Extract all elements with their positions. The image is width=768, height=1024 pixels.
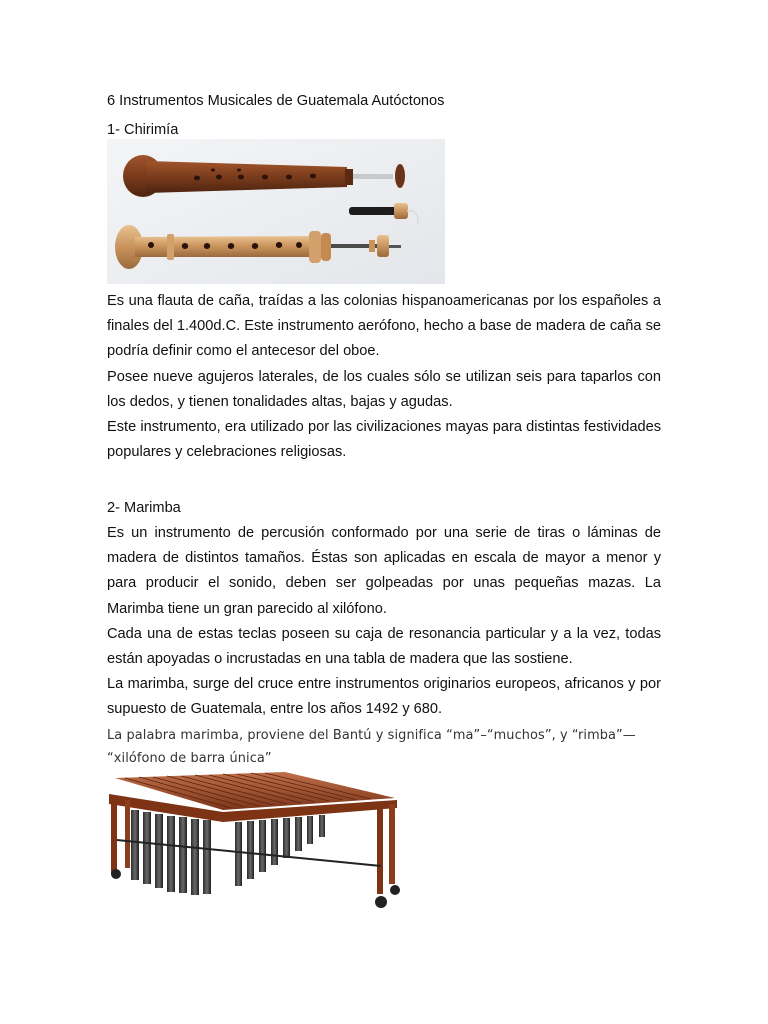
paragraph: Es una flauta de caña, traídas a las colonias hispanoamericanas por los españoles a finales del 1.400d.C. Este instrumento aerófono, hecho a base de madera de caña se podría definir como el antecesor del oboe. (107, 293, 661, 360)
paragraph: Posee nueve agujeros laterales, de los cuales sólo se utilizan seis para taparlos con los dedos, y tienen tonalidades altas, bajas y agudas. (107, 368, 661, 410)
document-title: 6 Instrumentos Musicales de Guatemala Autóctonos (107, 93, 445, 109)
section-heading-marimba: 2- Marimba (107, 500, 181, 516)
paragraph: Cada una de estas teclas poseen su caja de resonancia particular y a la vez, todas están apoyadas o incrustadas en una tabla de madera que las sostiene. (107, 625, 661, 668)
chirimia-description (107, 289, 661, 465)
chirimia-photo (107, 139, 445, 284)
paragraph: La marimba, surge del cruce entre instrumentos originarios europeos, africanos y por supuesto de Guatemala, entre los años 1492 y 680. (107, 676, 661, 718)
paragraph: Es un instrumento de percusión conformado por una serie de tiras o láminas de madera de distintos tamaños. Éstas son aplicadas en escala de mayor a menor y para producir el sonido, deben ser golpeadas por unas pequeñas mazas. La Marimba tiene un gran parecido al xilófono. (107, 525, 661, 617)
marimba-illustration (105, 770, 405, 928)
marimba-description (107, 521, 661, 723)
quote-line: La palabra marimba, proviene del Bantú y significa “ma”–“muchos”, y “rimba”— (107, 728, 636, 743)
chirimia-illustration (107, 139, 445, 284)
etymology-quote (107, 724, 662, 770)
marimba-photo (105, 770, 405, 928)
quote-line: “xilófono de barra única” (107, 751, 272, 766)
paragraph: Este instrumento, era utilizado por las civilizaciones mayas para distintas festividades populares y celebraciones religiosas. (107, 419, 661, 461)
section-heading-chirimia: 1- Chirimía (107, 122, 179, 138)
